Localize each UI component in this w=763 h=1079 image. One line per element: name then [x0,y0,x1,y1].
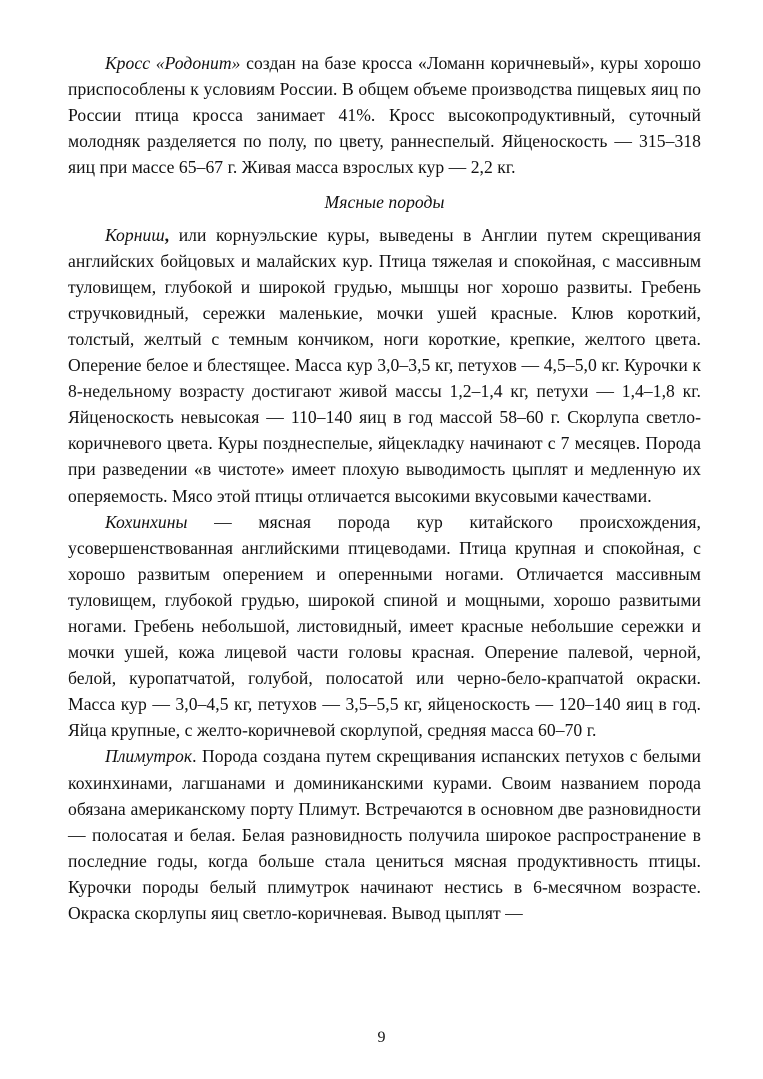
paragraph-kornish-text: или корнуэльские куры, выведены в Англии путем скрещивания английских бойцовых и малайских кур. Птица тяжелая и спокойная, с массивным туловищем, глубокой и широкой грудью, мышцы ног хорошо развиты. Гребень стручковидный, сережки маленькие, мочки ушей красные. Клюв короткий, толстый, желтый с темным кончиком, ноги короткие, крепкие, желтого цвета. Оперение белое и блестящее. Масса кур 3,0–3,5 кг, петухов — 4,5–5,0 кг. Курочки к 8-недельному возрасту достигают живой массы 1,2–1,4 кг, петухи — 1,4–1,8 кг. Яйценоскость невысокая — 110–140 яиц в год массой 58–60 г. Скорлупа светло-коричневого цвета. Куры позднеспелые, яйцекладку начинают с 7 месяцев. Порода при разведении «в чистоте» имеет плохую выводимость цыплят и медленную их оперяемость. Мясо этой птицы отличается высокими вкусовыми качествами. [68,224,701,506]
paragraph-rodonit [68,50,701,180]
term-kornish-suffix: , [164,224,170,245]
paragraph-kornish [68,222,701,509]
page-number: 9 [377,1029,386,1046]
paragraph-plimutrok-text: . Порода создана путем скрещивания испанских петухов с белыми кохинхинами, лагшанами и доминиканскими курами. Своим названием порода обязана американскому порту Плимут. Встречаются в основном две разновидности — полосатая и белая. Белая разновидность получила широкое распространение в последние годы, когда больше стала цениться мясная продуктивность птицы. Курочки породы белый плимутрок начинают нестись в 6-месячном возрасте. Окраска скорлупы яиц светло-коричневая. Вывод цыплят — [68,746,701,923]
term-rodonit: Кросс «Родонит» [104,53,241,73]
page-body [68,50,701,926]
paragraph-plimutrok [68,743,701,926]
paragraph-kokhinkhiny-text: — мясная порода кур китайского происхождения, усовершенствованная английскими птицеводами. Птица крупная и спокойная, с хорошо развитым оперением и оперенными ногами. Отличается массивным туловищем, глубокой грудью, широкой спиной и мощными, хорошо развитыми ногами. Гребень небольшой, листовидный, имеет красные небольшие сережки и мочки ушей, кожа лицевой части головы красная. Оперение палевой, черной, белой, куропатчатой, голубой, полосатой или черно-бело-крапчатой окраски. Масса кур — 3,0–4,5 кг, петухов — 3,5–5,5 кг, яйценоскость — 120–140 яиц в год. Яйца крупные, с желто-коричневой скорлупой, средняя масса 60–70 г. [68,511,701,741]
term-kokhinkhiny: Кохинхины [104,511,188,532]
paragraph-kokhinkhiny [68,509,701,744]
section-subheading: Мясные породы [324,192,445,213]
term-plimutrok: Плимутрок [104,746,193,767]
term-kornish: Корниш [104,224,165,245]
paragraph-rodonit-text: создан на базе кросса «Ломанн коричневый», куры хорошо приспособлены к условиям России. В общем объеме производства пищевых яиц по России птица кросса занимает 41%. Кросс высокопродуктивный, суточный молодняк разделяется по полу, по цвету, раннеспелый. Яйценоскость — 315–318 яиц при массе 65–67 г. Живая масса взрослых кур — 2,2 кг. [68,53,701,178]
